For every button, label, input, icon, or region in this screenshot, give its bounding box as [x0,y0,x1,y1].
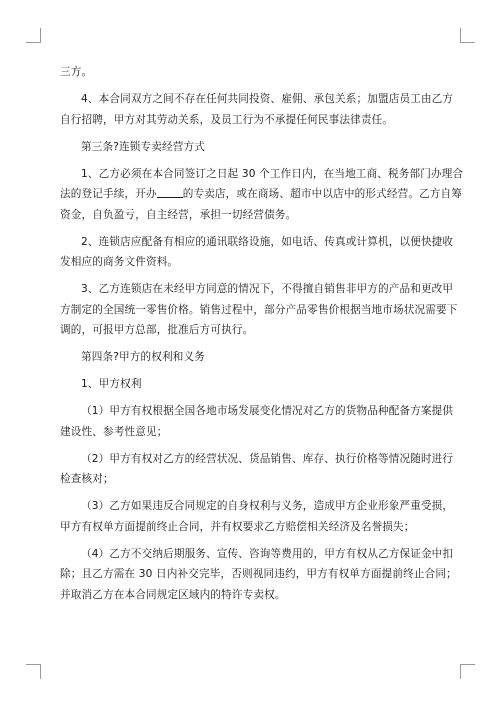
paragraph-line [60,184,463,205]
paragraph-line: 3、乙方连锁店在未经甲方同意的情况下，不得擅自销售非甲方的产品和更改甲 [81,283,454,295]
paragraph-line: 1、乙方必须在本合同签订之日起 30 个工作日内，在当地工商、税务部门办理合 [81,167,464,180]
paragraph-line: 甲方有权单方面提前终止合同，并有权要求乙方赔偿相关经济及名誉损失； [60,520,415,533]
paragraph-line: 发相应的商务文件资料。 [60,256,179,268]
crop-mark-bottom-left [26,664,41,679]
paragraph-line: 调的，可报甲方总部，批准后方可执行。 [60,324,254,336]
paragraph-text: 的专卖店，或在商场、超市中以店中的形式经营。乙方自筹 [182,188,463,200]
paragraph-line: 方制定的全国统一零售价格。销售过程中，部分产品零售价根据当地市场状况需要下 [60,303,458,316]
paragraph-line: （3）乙方如果违反合同规定的自身权利与义务，造成甲方企业形象严重受损， [81,500,454,512]
subsection-heading: 1、甲方权利 [81,378,142,390]
paragraph-line: 三方。 [60,66,93,78]
crop-mark-top-right [460,28,475,43]
fill-in-blank [157,187,183,198]
paragraph-line: 建设性、参考性意见； [60,425,168,438]
document-body [60,62,464,605]
paragraph-line: （1）甲方有权根据全国各地市场发展变化情况对乙方的货物品种配备方案提供 [81,405,454,417]
paragraph-line: （2）甲方有权对乙方的经营状况、货品销售、库存、执行价格等情况随时进行 [81,452,454,465]
crop-mark-top-left [26,28,41,43]
paragraph-line: 自行招聘，甲方对其劳动关系，及员工行为不承提任何民事法律责任。 [60,113,394,126]
paragraph-line: 2、连锁店应配备有相应的通讯联络设施，如电话、传真或计算机，以便快捷收 [81,235,454,248]
paragraph-line: 除；且乙方需在 30 日内补交完毕，否则视同违约，甲方有权单方面提前终止合同； [60,568,457,580]
paragraph-line: 4、本合同双方之间不存在任何共同投资、雇佣、承包关系；加盟店员工由乙方 [81,93,454,105]
paragraph-line: （4）乙方不交纳后期服务、宣传、咨询等费用的，甲方有权从乙方保证金中扣 [81,547,454,560]
paragraph-text: 法的登记手续，开办 [60,188,157,200]
paragraph-line: 并取消乙方在本合同规定区域内的特许专卖权。 [60,588,286,601]
crop-mark-bottom-right [460,664,475,679]
paragraph-line: 资金，自负盈亏，自主经营，承担一切经营债务。 [60,208,297,221]
paragraph-line: 检查核对； [60,473,114,485]
section-heading: 第四条?甲方的权利和义务 [81,351,205,363]
section-heading: 第三条?连锁专卖经营方式 [81,140,205,153]
